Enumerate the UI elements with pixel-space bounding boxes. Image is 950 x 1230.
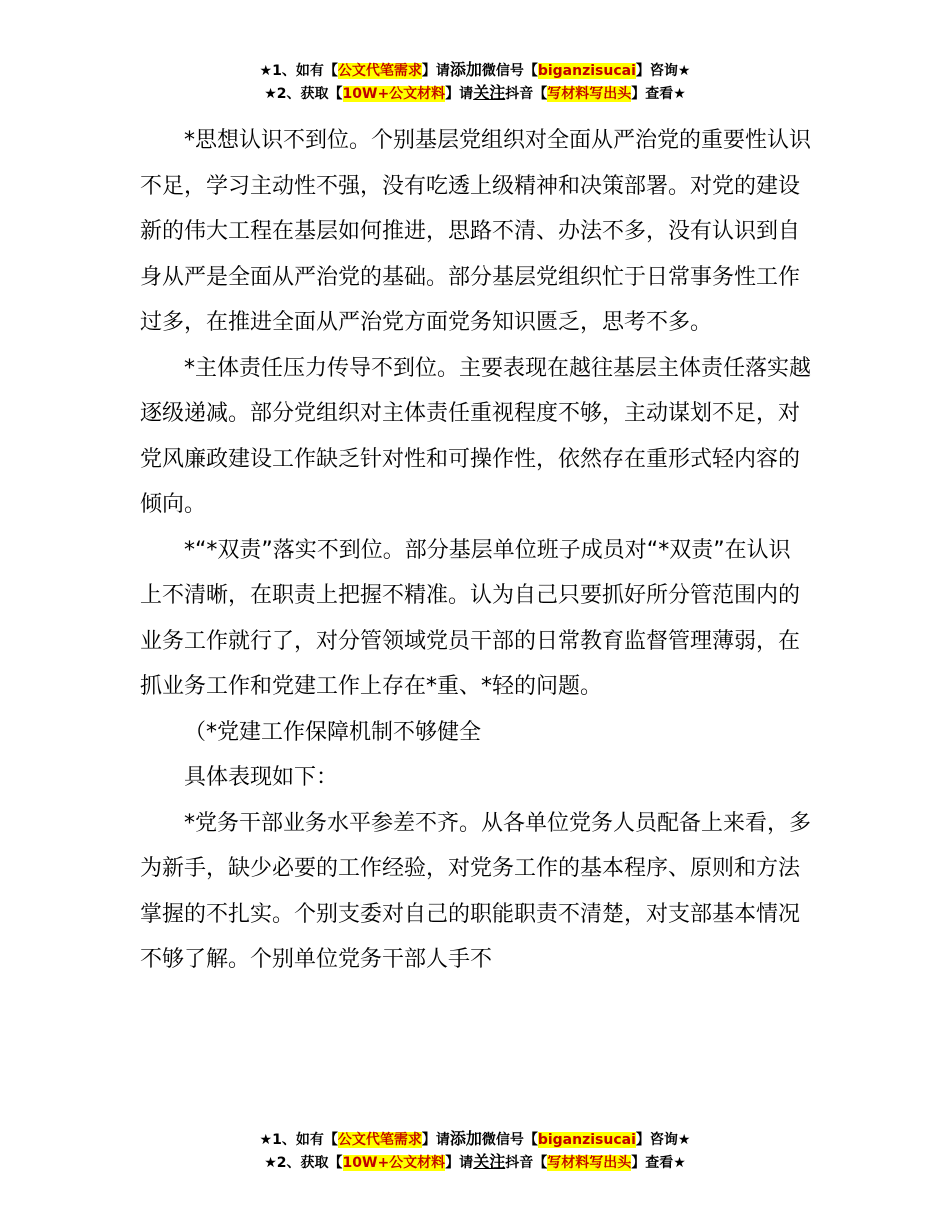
highlight-materials: 10W+公文材料: [342, 86, 446, 102]
banner-line-1: ★1、如有【公文代笔需求】请添加微信号【biganzisucai】咨询★: [259, 1129, 691, 1148]
highlight-ghostwriting: 公文代笔需求: [337, 63, 422, 79]
document-body: [140, 118, 812, 983]
footer-banner: [0, 1128, 950, 1174]
section-heading: （*党建工作保障机制不够健全: [184, 719, 482, 745]
banner-line-2: ★2、获取【10W+公文材料】请关注抖音【写材料写出头】查看★: [264, 83, 686, 102]
highlight-douyin: 写材料写出头: [547, 1155, 632, 1171]
paragraph-staff: *党务干部业务水平参差不齐。从各单位党务人员配备上来看，多为新手，缺少必要的工作经验，对党务工作的基本程序、原则和方法掌握的不扎实。个别支委对自己的职能职责不清楚，对支部基本情况不够了解。个别单位党务干部人手不: [140, 810, 812, 972]
paragraph-ideological: *思想认识不到位。个别基层党组织对全面从严治党的重要性认识不足，学习主动性不强，没有吃透上级精神和决策部署。对党的建设新的伟大工程在基层如何推进，思路不清、办法不多，没有认识到自身从严是全面从严治党的基础。部分基层党组织忙于日常事务性工作过多，在推进全面从严治党方面党务知识匮乏，思考不多。: [140, 128, 812, 335]
highlight-materials: 10W+公文材料: [342, 1155, 446, 1171]
header-banner: [0, 59, 950, 105]
paragraph-intro: 具体表现如下：: [184, 765, 339, 790]
banner-line-2: ★2、获取【10W+公文材料】请关注抖音【写材料写出头】查看★: [264, 1152, 686, 1171]
paragraph-dual-duty: *“*双责”落实不到位。部分基层单位班子成员对“*双责”在认识上不清晰，在职责上把握不精准。认为自己只要抓好所分管范围内的业务工作就行了，对分管领域党员干部的日常教育监督管理薄弱，在抓业务工作和党建工作上存在*重、*轻的问题。: [140, 537, 801, 699]
highlight-ghostwriting: 公文代笔需求: [337, 1132, 422, 1148]
highlight-wechat-id: biganzisucai: [537, 63, 636, 79]
highlight-douyin: 写材料写出头: [547, 86, 632, 102]
banner-line-1: ★1、如有【公文代笔需求】请添加微信号【biganzisucai】咨询★: [259, 60, 691, 79]
paragraph-responsibility: *主体责任压力传导不到位。主要表现在越往基层主体责任落实越逐级递减。部分党组织对主体责任重视程度不够，主动谋划不足，对党风廉政建设工作缺乏针对性和可操作性，依然存在重形式轻内容的倾向。: [140, 355, 812, 517]
highlight-wechat-id: biganzisucai: [537, 1132, 636, 1148]
